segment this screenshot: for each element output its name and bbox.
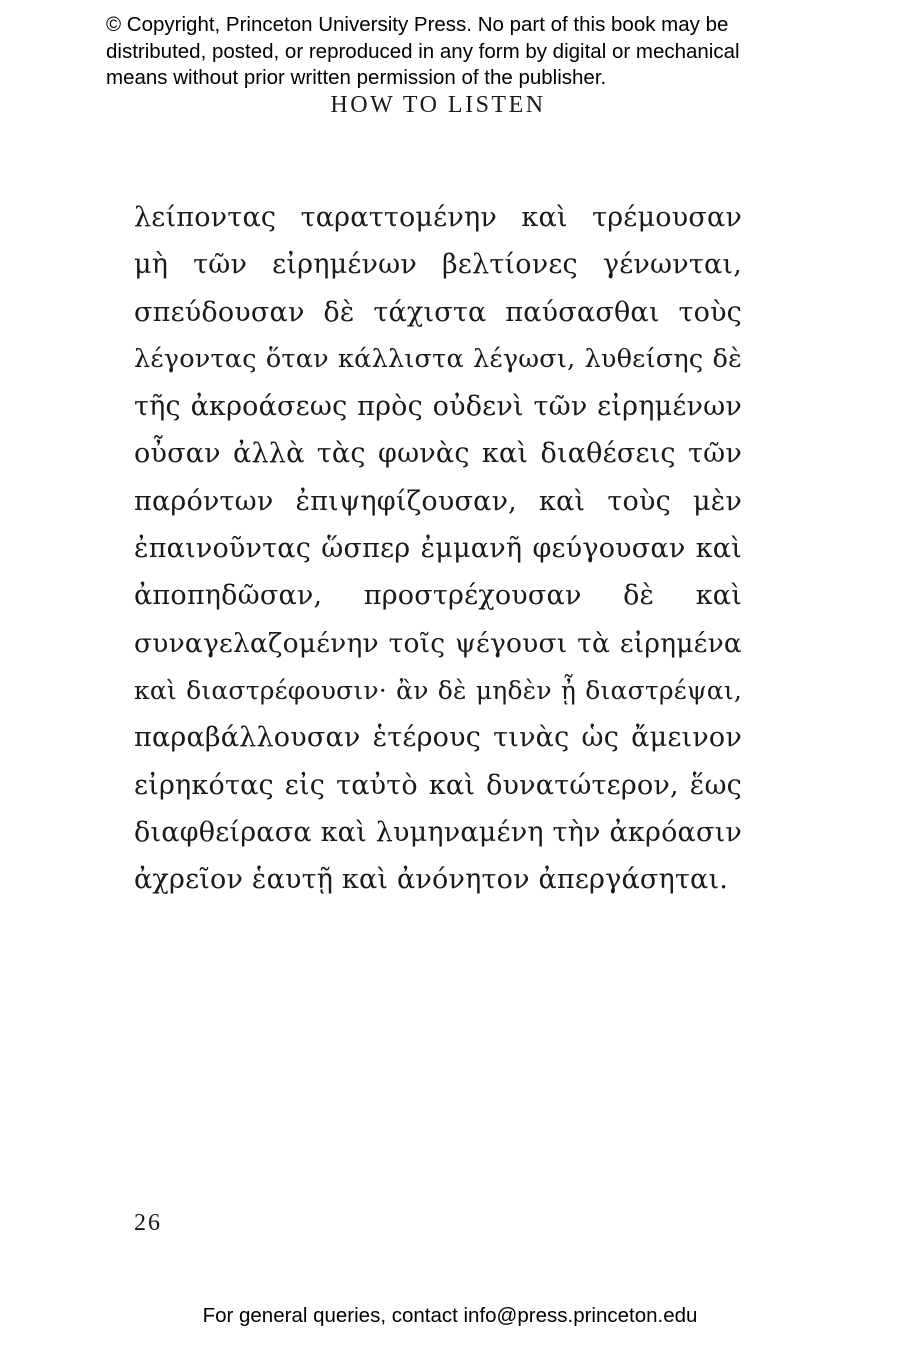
text-line: λείποντας ταραττομένην καὶ τρέμουσαν bbox=[134, 202, 742, 233]
text-line: παρόντων ἐπιψηφίζουσαν, καὶ τοὺς μὲν bbox=[134, 485, 742, 517]
copyright-line: distributed, posted, or reproduced in any form by digital or mechanical bbox=[106, 39, 740, 63]
footer-contact: For general queries, contact info@press.princeton.edu bbox=[202, 1304, 698, 1327]
text-line: μὴ τῶν εἰρημένων βελτίονες γένωνται, bbox=[134, 249, 742, 281]
running-head: HOW TO LISTEN bbox=[330, 92, 546, 118]
copyright-notice bbox=[106, 12, 826, 92]
text-line: σπεύδουσαν δὲ τάχιστα παύσασθαι τοὺς bbox=[134, 296, 742, 328]
text-line: εἰρηκότας εἰς ταὐτὸ καὶ δυνατώτερον, ἕως bbox=[134, 769, 742, 801]
text-line: συναγελαζομένην τοῖς ψέγουσι τὰ εἰρημένα bbox=[134, 627, 742, 659]
text-line: ἀποπηδῶσαν, προστρέχουσαν δὲ καὶ bbox=[134, 580, 742, 612]
greek-body-text bbox=[134, 194, 742, 903]
text-line: παραβάλλουσαν ἑτέρους τινὰς ὡς ἄμεινον bbox=[134, 722, 742, 754]
copyright-line: © Copyright, Princeton University Press. No part of this book may be bbox=[106, 13, 729, 36]
text-line: διαφθείρασα καὶ λυμηναμένη τὴν ἀκρόασιν bbox=[134, 816, 742, 848]
text-line: οὖσαν ἀλλὰ τὰς φωνὰς καὶ διαθέσεις τῶν bbox=[134, 438, 742, 470]
copyright-line: means without prior written permission of the publisher. bbox=[106, 66, 607, 89]
text-line: λέγοντας ὅταν κάλλιστα λέγωσι, λυθείσης δὲ bbox=[134, 343, 742, 374]
text-line: ἀχρεῖον ἑαυτῇ καὶ ἀνόνητον ἀπεργάσηται. bbox=[134, 864, 729, 896]
text-line: τῆς ἀκροάσεως πρὸς οὐδενὶ τῶν εἰρημένων bbox=[134, 391, 742, 423]
page-number: 26 bbox=[134, 1210, 162, 1236]
text-line: ἐπαινοῦντας ὥσπερ ἐμμανῆ φεύγουσαν καὶ bbox=[134, 533, 742, 565]
text-line: καὶ διαστρέφουσιν· ἂν δὲ μηδὲν ᾖ διαστρέψαι, bbox=[134, 675, 742, 705]
